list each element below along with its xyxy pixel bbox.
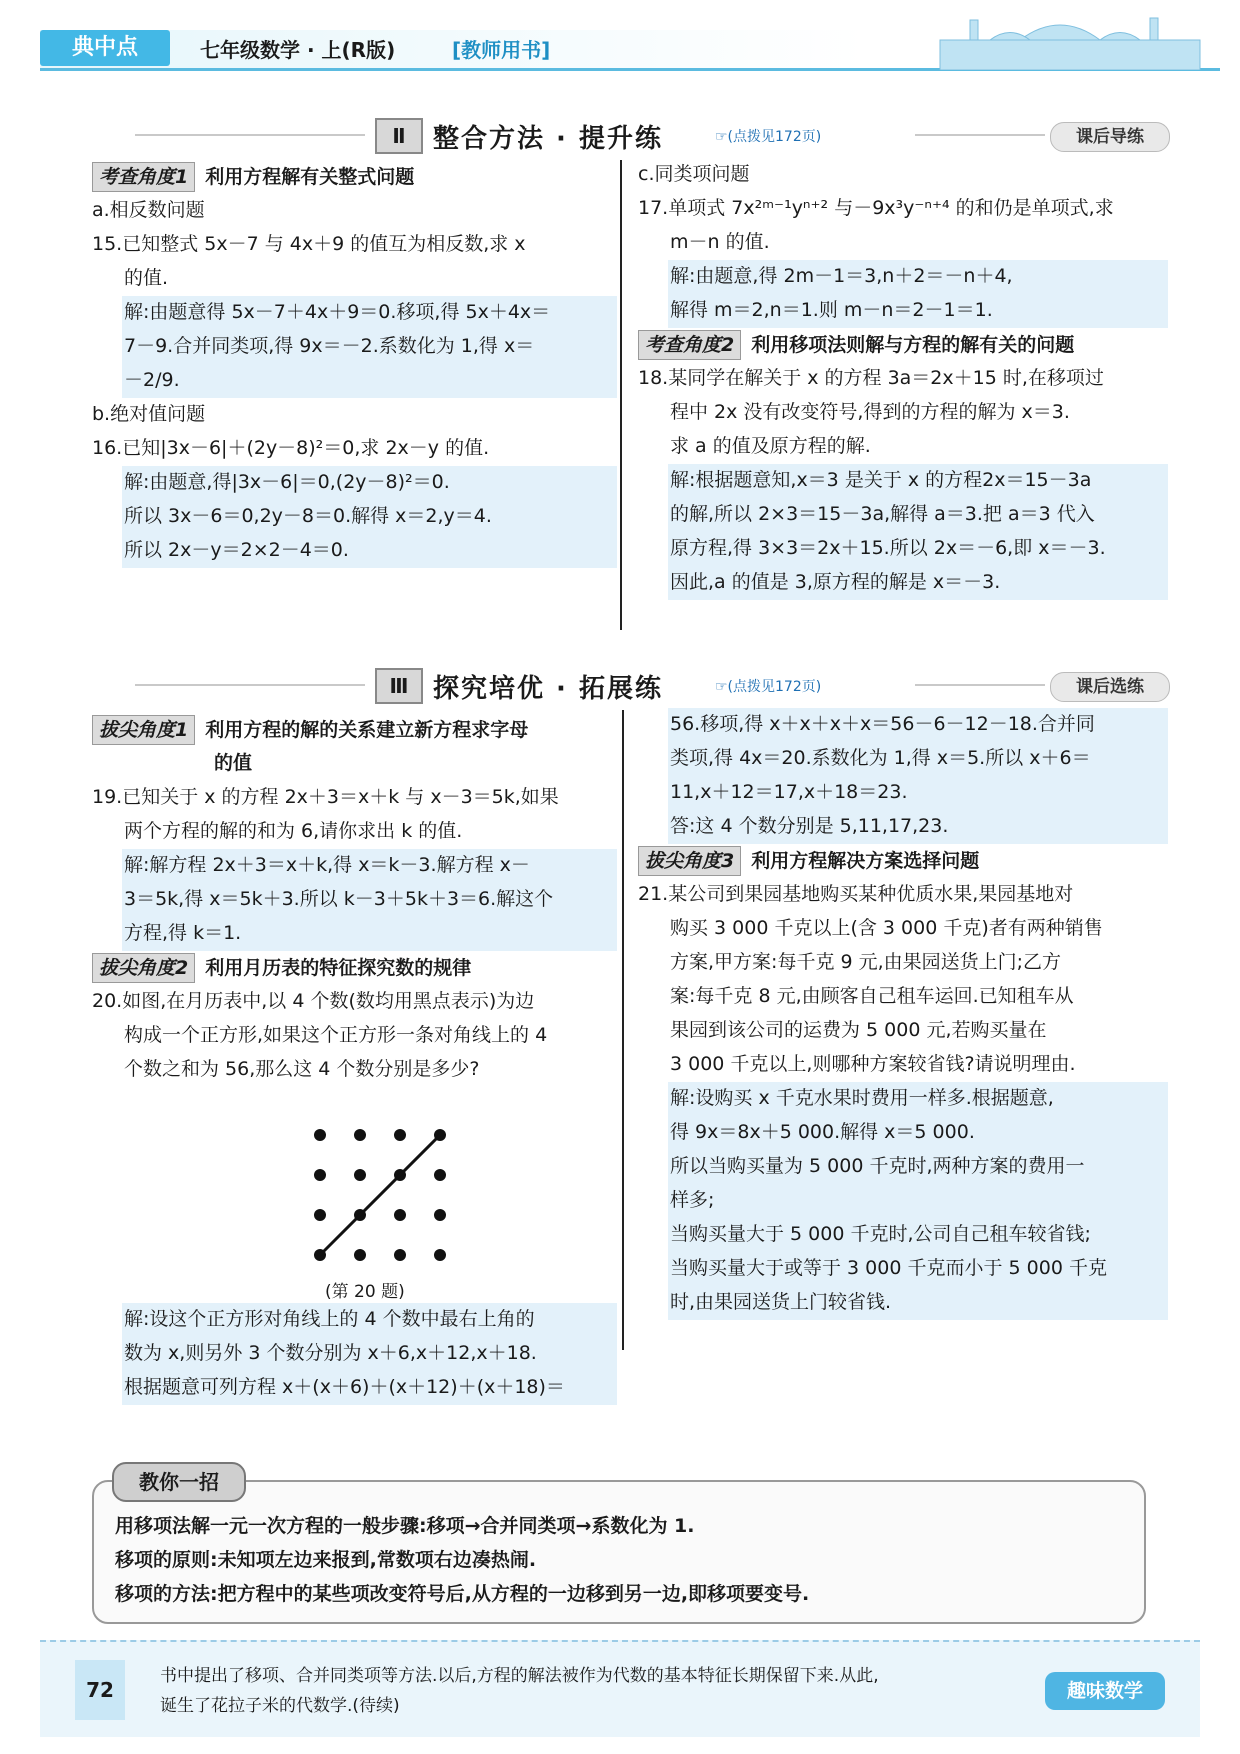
question-line: 3 000 千克以上,则哪种方案较省钱?请说明理由. bbox=[670, 1053, 1076, 1075]
section-heading bbox=[92, 715, 528, 745]
column-divider bbox=[620, 160, 622, 630]
heading-text: 利用方程的解的关系建立新方程求字母 bbox=[205, 719, 529, 741]
figure-caption: (第 20 题) bbox=[325, 1282, 405, 1302]
solution-line: 的解,所以 2×3＝15－3a,解得 a＝3.把 a＝3 代入 bbox=[670, 503, 1095, 525]
question-line: 构成一个正方形,如果这个正方形一条对角线上的 4 bbox=[124, 1024, 548, 1046]
diagonal-line bbox=[320, 1135, 440, 1255]
heading-text: 利用月历表的特征探究数的规律 bbox=[205, 957, 472, 979]
question-line: 果园到该公司的运费为 5 000 元,若购买量在 bbox=[670, 1019, 1047, 1041]
footer-note-line-1: 书中提出了移项、合并同类项等方法.以后,方程的解法被作为代数的基本特征长期保留下来.从此, bbox=[160, 1666, 879, 1686]
section-heading bbox=[92, 953, 471, 983]
calendar-dot bbox=[314, 1169, 326, 1181]
solution-line: 数为 x,则另外 3 个数分别为 x＋6,x＋12,x＋18. bbox=[124, 1342, 537, 1364]
solution-line: 11,x＋12＝17,x＋18＝23. bbox=[670, 781, 908, 803]
calendar-dot bbox=[394, 1209, 406, 1221]
solution-line: 所以 2x－y＝2×2－4＝0. bbox=[124, 539, 349, 561]
skyline-illustration bbox=[930, 10, 1210, 70]
question-line: 案:每千克 8 元,由顾客自己租车运回.已知租车从 bbox=[670, 985, 1074, 1007]
solution-line: 方程,得 k＝1. bbox=[124, 922, 242, 944]
angle-tag: 拔尖角度2 bbox=[92, 953, 195, 983]
solution-line: －2/9. bbox=[124, 369, 180, 391]
solution-line: 因此,a 的值是 3,原方程的解是 x＝－3. bbox=[670, 571, 1001, 593]
solution-line: 当购买量大于或等于 3 000 千克而小于 5 000 千克 bbox=[670, 1257, 1107, 1279]
solution-line: 当购买量大于 5 000 千克时,公司自己租车较省钱; bbox=[670, 1223, 1091, 1245]
solution-line: 类项,得 4x＝20.系数化为 1,得 x＝5.所以 x＋6＝ bbox=[670, 747, 1091, 769]
solution-line: 解:由题意,得|3x－6|＝0,(2y－8)²＝0. bbox=[124, 471, 450, 493]
solution-line: 3＝5k,得 x＝5k＋3.所以 k－3＋5k＋3＝6.解这个 bbox=[124, 888, 554, 910]
question-line: 16.已知|3x－6|＋(2y－8)²＝0,求 2x－y 的值. bbox=[92, 437, 490, 459]
solution-line: 根据题意可列方程 x＋(x＋6)＋(x＋12)＋(x＋18)＝ bbox=[124, 1376, 565, 1398]
question-line: 18.某同学在解关于 x 的方程 3a＝2x＋15 时,在移项过 bbox=[638, 367, 1104, 389]
subtopic-label: a.相反数问题 bbox=[92, 199, 205, 221]
section-2-title: 整合方法 · 提升练 bbox=[433, 124, 663, 154]
question-line: 求 a 的值及原方程的解. bbox=[670, 435, 871, 457]
question-line: 两个方程的解的和为 6,请你求出 k 的值. bbox=[124, 820, 463, 842]
subtopic-label: c.同类项问题 bbox=[638, 163, 750, 185]
section-3-number: Ⅲ bbox=[375, 668, 423, 704]
solution-line: 所以 3x－6＝0,2y－8＝0.解得 x＝2,y＝4. bbox=[124, 505, 492, 527]
solution-line: 解:设购买 x 千克水果时费用一样多.根据题意, bbox=[670, 1087, 1054, 1109]
tip-line-1: 用移项法解一元一次方程的一般步骤:移项→合并同类项→系数化为 1. bbox=[115, 1515, 695, 1537]
question-line: 15.已知整式 5x－7 与 4x＋9 的值互为相反数,求 x bbox=[92, 233, 526, 255]
solution-line: 原方程,得 3×3＝2x＋15.所以 2x＝－6,即 x＝－3. bbox=[670, 537, 1106, 559]
section-2-number: Ⅱ bbox=[375, 118, 423, 154]
column-divider-2 bbox=[622, 710, 624, 1350]
angle-tag: 拔尖角度3 bbox=[638, 846, 741, 876]
section-2-bar bbox=[135, 118, 1165, 152]
question-line: 购买 3 000 千克以上(含 3 000 千克)者有两种销售 bbox=[670, 917, 1103, 939]
solution-line: 解:设这个正方形对角线上的 4 个数中最右上角的 bbox=[124, 1308, 535, 1330]
heading-text: 利用方程解决方案选择问题 bbox=[751, 850, 980, 872]
brand-logo: 典中点 bbox=[40, 30, 170, 66]
section-3-title: 探究培优 · 拓展练 bbox=[433, 674, 663, 704]
solution-line: 7－9.合并同类项,得 9x＝－2.系数化为 1,得 x＝ bbox=[124, 335, 535, 357]
section-heading bbox=[92, 162, 414, 192]
question-line: m－n 的值. bbox=[670, 231, 770, 253]
solution-line: 答:这 4 个数分别是 5,11,17,23. bbox=[670, 815, 949, 837]
solution-line: 得 9x＝8x＋5 000.解得 x＝5 000. bbox=[670, 1121, 975, 1143]
question-line: 的值. bbox=[124, 267, 169, 289]
calendar-dot bbox=[354, 1129, 366, 1141]
section-3-ref: ☞(点拨见172页) bbox=[715, 679, 822, 695]
tip-line-3: 移项的方法:把方程中的某些项改变符号后,从方程的一边移到另一边,即移项要变号. bbox=[115, 1583, 810, 1605]
question-line: 的值 bbox=[214, 752, 253, 774]
book-tag: [教师用书] bbox=[452, 38, 551, 62]
tip-label: 教你一招 bbox=[112, 1462, 246, 1502]
solution-line: 56.移项,得 x＋x＋x＋x＝56－6－12－18.合并同 bbox=[670, 713, 1095, 735]
solution-line: 所以当购买量为 5 000 千克时,两种方案的费用一 bbox=[670, 1155, 1085, 1177]
calendar-dot bbox=[394, 1249, 406, 1261]
heading-text: 利用移项法则解与方程的解有关的问题 bbox=[751, 334, 1075, 356]
solution-line: 样多; bbox=[670, 1189, 715, 1211]
section-3-bar bbox=[135, 668, 1165, 702]
calendar-dot bbox=[394, 1129, 406, 1141]
question-line: 个数之和为 56,那么这 4 个数分别是多少? bbox=[124, 1058, 480, 1080]
question-line: 20.如图,在月历表中,以 4 个数(数均用黑点表示)为边 bbox=[92, 990, 535, 1012]
section-2-tag: 课后导练 bbox=[1050, 122, 1170, 152]
question-line: 程中 2x 没有改变符号,得到的方程的解为 x＝3. bbox=[670, 401, 1070, 423]
question-line: 17.单项式 7x²ᵐ⁻¹yⁿ⁺² 与－9x³y⁻ⁿ⁺⁴ 的和仍是单项式,求 bbox=[638, 197, 1114, 219]
solution-line: 解得 m＝2,n＝1.则 m－n＝2－1＝1. bbox=[670, 299, 993, 321]
section-heading bbox=[638, 330, 1074, 360]
calendar-dot bbox=[434, 1169, 446, 1181]
question-line: 方案,甲方案:每千克 9 元,由果园送货上门;乙方 bbox=[670, 951, 1062, 973]
question-line: 21.某公司到果园基地购买某种优质水果,果园基地对 bbox=[638, 883, 1074, 905]
calendar-dot bbox=[354, 1249, 366, 1261]
solution-line: 解:解方程 2x＋3＝x＋k,得 x＝k－3.解方程 x－ bbox=[124, 854, 530, 876]
solution-highlight bbox=[668, 1184, 1168, 1218]
calendar-dots-figure bbox=[305, 1120, 455, 1270]
angle-tag: 考查角度1 bbox=[92, 162, 195, 192]
solution-line: 解:由题意得 5x－7＋4x＋9＝0.移项,得 5x＋4x＝ bbox=[124, 301, 551, 323]
calendar-dot bbox=[314, 1209, 326, 1221]
footer-note-line-2: 诞生了花拉子米的代数学.(待续) bbox=[160, 1696, 400, 1716]
fun-math-badge: 趣味数学 bbox=[1045, 1672, 1165, 1710]
subtopic-label: b.绝对值问题 bbox=[92, 403, 206, 425]
question-line: 19.已知关于 x 的方程 2x＋3＝x＋k 与 x－3＝5k,如果 bbox=[92, 786, 559, 808]
solution-highlight bbox=[122, 364, 617, 398]
calendar-dot bbox=[314, 1129, 326, 1141]
calendar-dot bbox=[434, 1209, 446, 1221]
angle-tag: 考查角度2 bbox=[638, 330, 741, 360]
calendar-dot bbox=[434, 1249, 446, 1261]
solution-line: 时,由果园送货上门较省钱. bbox=[670, 1291, 892, 1313]
angle-tag: 拔尖角度1 bbox=[92, 715, 195, 745]
tip-line-2: 移项的原则:未知项左边来报到,常数项右边凑热闹. bbox=[115, 1549, 537, 1571]
heading-text: 利用方程解有关整式问题 bbox=[205, 166, 415, 188]
section-heading bbox=[638, 846, 979, 876]
section-2-ref: ☞(点拨见172页) bbox=[715, 129, 822, 145]
calendar-dot bbox=[354, 1169, 366, 1181]
section-3-tag: 课后选练 bbox=[1050, 672, 1170, 702]
solution-line: 解:根据题意知,x＝3 是关于 x 的方程2x＝15－3a bbox=[670, 469, 1092, 491]
book-title: 七年级数学 · 上(R版) bbox=[200, 38, 396, 62]
solution-line: 解:由题意,得 2m－1＝3,n＋2＝－n＋4, bbox=[670, 265, 1013, 287]
page-number: 72 bbox=[75, 1660, 125, 1720]
